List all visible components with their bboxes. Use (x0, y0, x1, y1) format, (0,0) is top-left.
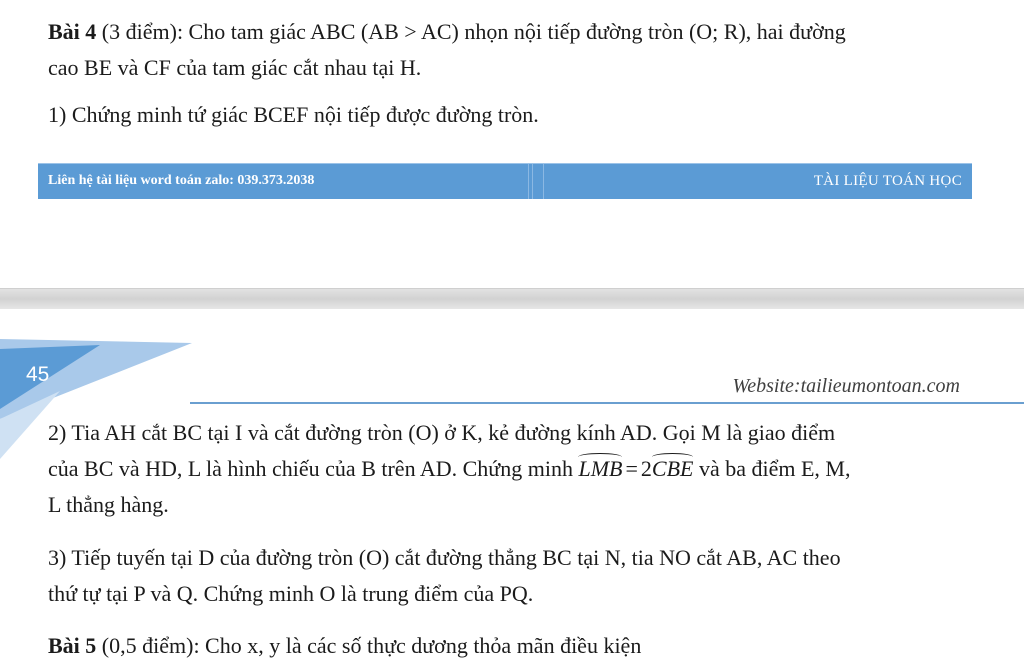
footer-divider (528, 164, 529, 199)
part-2 (48, 415, 978, 523)
footer-contact: Liên hệ tài liệu word toán zalo: 039.373.2038 (48, 173, 315, 188)
part-2-line-2-end: và ba điểm E, M, (693, 456, 851, 481)
next-problem-label: Bài 5 (48, 633, 97, 658)
footer-brand: TÀI LIỆU TOÁN HỌC (813, 173, 962, 189)
part-2-line-1: 2) Tia AH cắt BC tại I và cắt đường tròn (O) ở K, kẻ đường kính AD. Gọi M là giao điểm (48, 420, 836, 445)
next-problem-clipped (48, 628, 978, 658)
angle-cbe: CBE (652, 451, 694, 487)
equals-sign: = (625, 456, 638, 481)
website-header: Website:tailieumontoan.com (732, 375, 960, 397)
problem-line-1: (3 điểm): Cho tam giác ABC (AB > AC) nhọn nội tiếp đường tròn (O; R), hai đường (96, 19, 846, 44)
part-2-line-3: L thẳng hàng. (48, 492, 169, 517)
problem-label: Bài 4 (48, 19, 97, 44)
footer-divider (532, 164, 533, 199)
next-problem-text: (0,5 điểm): Cho x, y là các số thực dương thỏa mãn điều kiện (96, 633, 642, 658)
angle-lmb: LMB (578, 451, 622, 487)
part-2-line-2: của BC và HD, L là hình chiếu của B trên AD. Chứng minh (48, 456, 579, 481)
header-rule (190, 402, 1024, 404)
part-3 (48, 540, 978, 612)
page-separator (0, 288, 1024, 310)
coefficient: 2 (640, 456, 652, 481)
part-3-line-2: thứ tự tại P và Q. Chứng minh O là trung điểm của PQ. (48, 581, 534, 606)
footer-divider (543, 164, 544, 199)
part-1: 1) Chứng minh tứ giác BCEF nội tiếp được đường tròn. (48, 102, 539, 127)
part-3-line-1: 3) Tiếp tuyến tại D của đường tròn (O) cắt đường thẳng BC tại N, tia NO cắt AB, AC theo (48, 545, 841, 570)
page-number: 45 (26, 363, 50, 386)
document-page-top (0, 0, 1024, 290)
document-page-bottom (0, 309, 1024, 639)
problem-line-2: cao BE và CF của tam giác cắt nhau tại H. (48, 55, 422, 80)
page-footer-bar (38, 163, 972, 199)
problem-4-statement (48, 14, 978, 86)
next-problem (48, 628, 978, 664)
